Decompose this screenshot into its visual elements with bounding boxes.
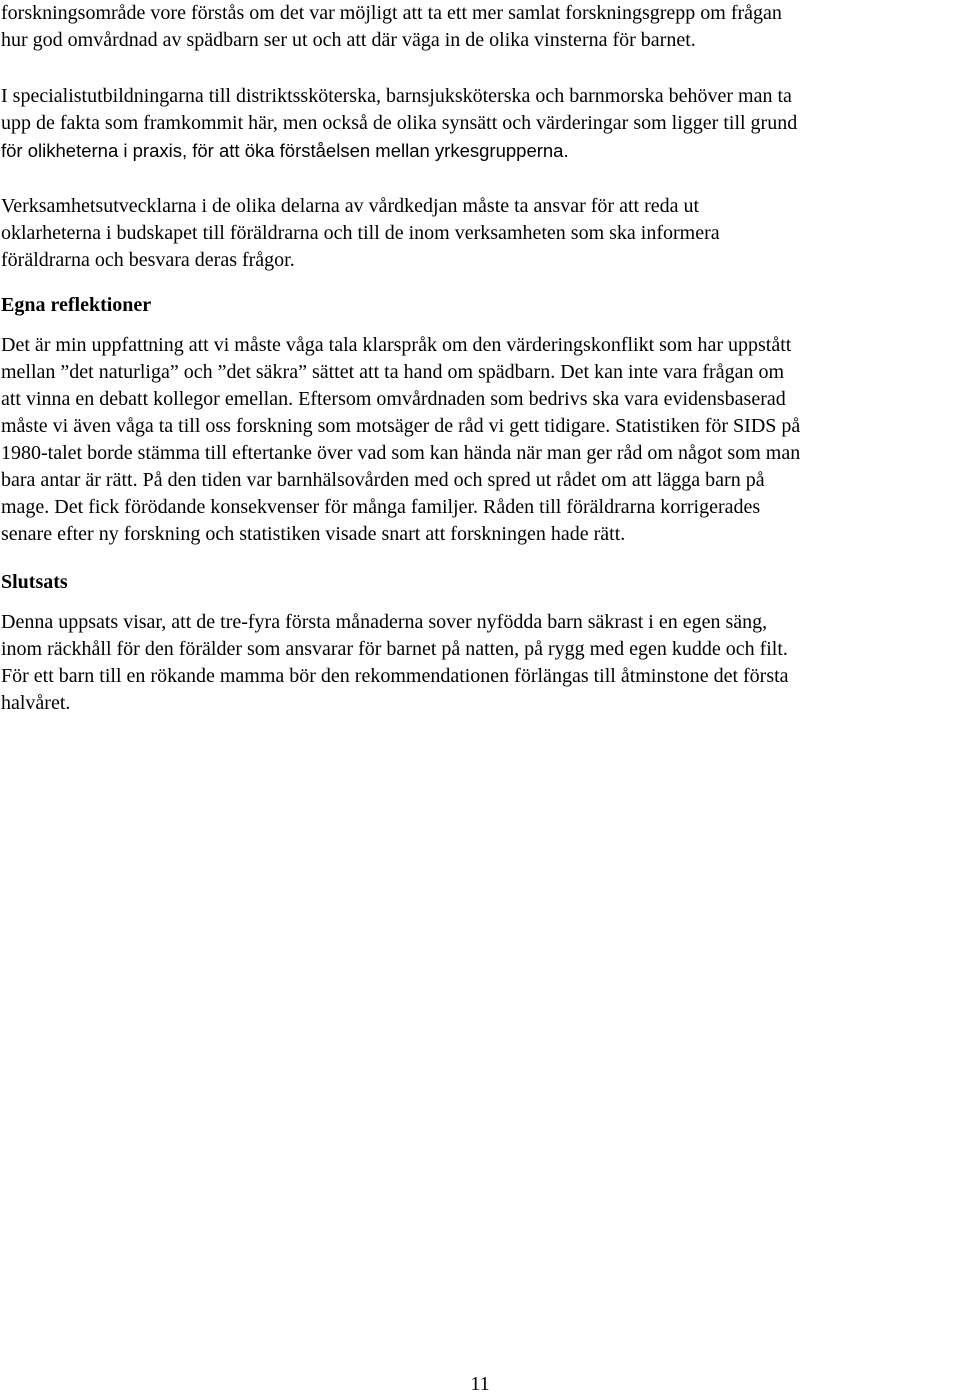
heading-egna-reflektioner: Egna reflektioner (1, 294, 152, 316)
paragraph-business-developers: Verksamhetsutvecklarna i de olika delarna av vårdkedjan måste ta ansvar för att reda ut oklarheterna i budskapet till föräldrarna och till de inom verksamheten som ska informera föräldrarna och besvara deras frågor. (1, 195, 720, 271)
paragraph-reflections: Det är min uppfattning att vi måste våga tala klarspråk om den värderingskonflikt som har uppstått mellan ”det naturliga” och ”det säkra” sättet att ta hand om spädbarn. Det kan inte vara frågan om att vinna en debatt kollegor emellan. Eftersom omvårdnaden som bedrivs ska vara evidensbaserad måste vi även våga ta till oss forskning som motsäger de råd vi gett tidigare. Statistiken för SIDS på 1980-talet borde stämma till eftertanke över vad som kan hända när man ger råd om något som man bara antar är rätt. På den tiden var barnhälsovården med och spred ut rådet om att lägga barn på mage. Det fick förödande konsekvenser för många familjer. Råden till föräldrarna korrigerades senare efter ny forskning och statistiken visade snart att forskningen hade rätt. (1, 334, 801, 545)
page-number: 11 (470, 1373, 490, 1395)
paragraph-conclusion: Denna uppsats visar, att de tre-fyra första månaderna sover nyfödda barn säkrast i en egen säng, inom räckhåll för den förälder som ansvarar för barnet på natten, på rygg med egen kudde och filt. För ett barn till en rökande mamma bör den rekommendationen förlängas till åtminstone det första halvåret. (1, 611, 789, 714)
paragraph-specialist-education-end: för olikheterna i praxis, för att öka förståelsen mellan yrkesgrupperna. (1, 140, 569, 161)
paragraph-specialist-education: I specialistutbildningarna till distriktssköterska, barnsjuksköterska och barnmorska behöver man ta upp de fakta som framkommit här, men också de olika synsätt och värderingar som ligger till grund (1, 85, 798, 134)
paragraph-research-scope: forskningsområde vore förstås om det var möjligt att ta ett mer samlat forskningsgrepp om frågan hur god omvårdnad av spädbarn ser ut och att där väga in de olika vinsterna för barnet. (1, 2, 782, 51)
heading-slutsats: Slutsats (1, 571, 68, 593)
